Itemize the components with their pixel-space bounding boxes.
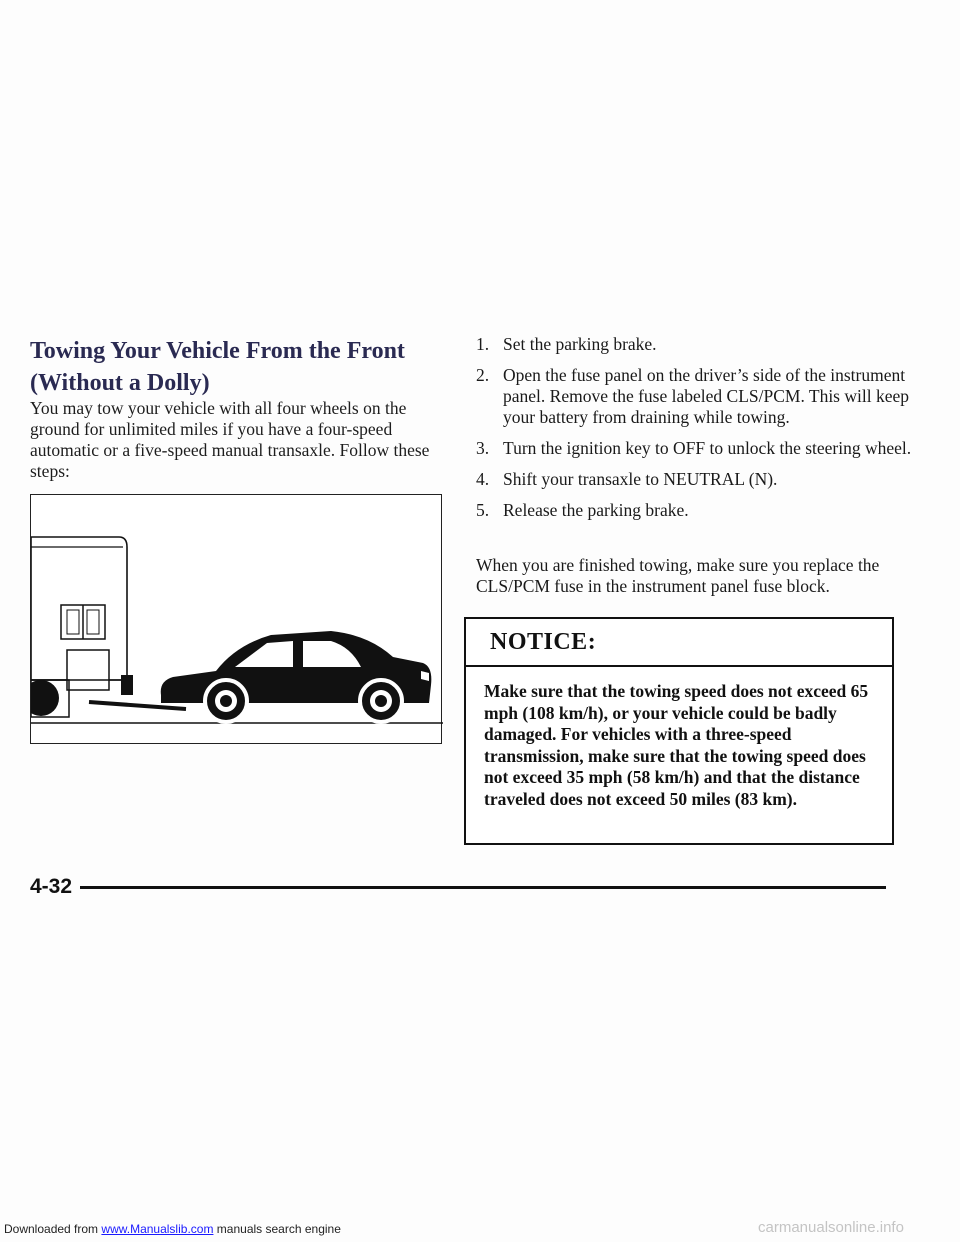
step-text: Release the parking brake.	[503, 500, 689, 520]
page-number: 4-32	[30, 875, 73, 898]
towing-steps-list	[476, 334, 916, 531]
step-text: Open the fuse panel on the driver’s side of the instrument panel. Remove the fuse labeled CLS/PCM. This will keep your battery from draining while towing.	[503, 365, 910, 427]
notice-box	[464, 617, 894, 845]
step-number: 2.	[476, 365, 490, 385]
closing-paragraph: When you are finished towing, make sure you replace the CLS/PCM fuse in the instrument panel fuse block.	[476, 555, 880, 596]
download-footer	[4, 1222, 341, 1236]
tow-bar-icon	[89, 702, 186, 709]
site-watermark: carmanualsonline.info	[758, 1219, 904, 1236]
step-number: 5.	[476, 500, 490, 520]
tow-truck-icon	[31, 537, 133, 717]
notice-title: NOTICE:	[466, 619, 892, 667]
section-heading: Towing Your Vehicle From the Front (Without a Dolly)	[30, 338, 405, 396]
step-number: 3.	[476, 438, 490, 458]
page-rule	[80, 886, 886, 889]
step-item	[476, 365, 916, 428]
step-item	[476, 334, 916, 355]
manualslib-link[interactable]: www.Manualslib.com	[101, 1222, 214, 1236]
step-item	[476, 469, 916, 490]
step-text: Shift your transaxle to NEUTRAL (N).	[503, 469, 778, 489]
footer-prefix: Downloaded from	[4, 1222, 99, 1236]
intro-paragraph: You may tow your vehicle with all four wheels on the ground for unlimited miles if you have a four-speed automatic or a five-speed manual transaxle. Follow these steps:	[30, 398, 430, 481]
footer-suffix: manuals search engine	[216, 1222, 341, 1236]
car-icon	[161, 631, 432, 722]
towing-illustration	[30, 494, 442, 744]
step-item	[476, 500, 916, 521]
step-item	[476, 438, 916, 459]
step-text: Set the parking brake.	[503, 334, 657, 354]
step-text: Turn the ignition key to OFF to unlock the steering wheel.	[503, 438, 912, 458]
step-number: 1.	[476, 334, 490, 354]
step-number: 4.	[476, 469, 490, 489]
notice-body: Make sure that the towing speed does not exceed 65 mph (108 km/h), or your vehicle could be badly damaged. For vehicles with a three-speed transmission, make sure that the towing speed does not exceed 35 mph (58 km/h) and that the distance traveled does not exceed 50 miles (83 km).	[484, 681, 869, 809]
